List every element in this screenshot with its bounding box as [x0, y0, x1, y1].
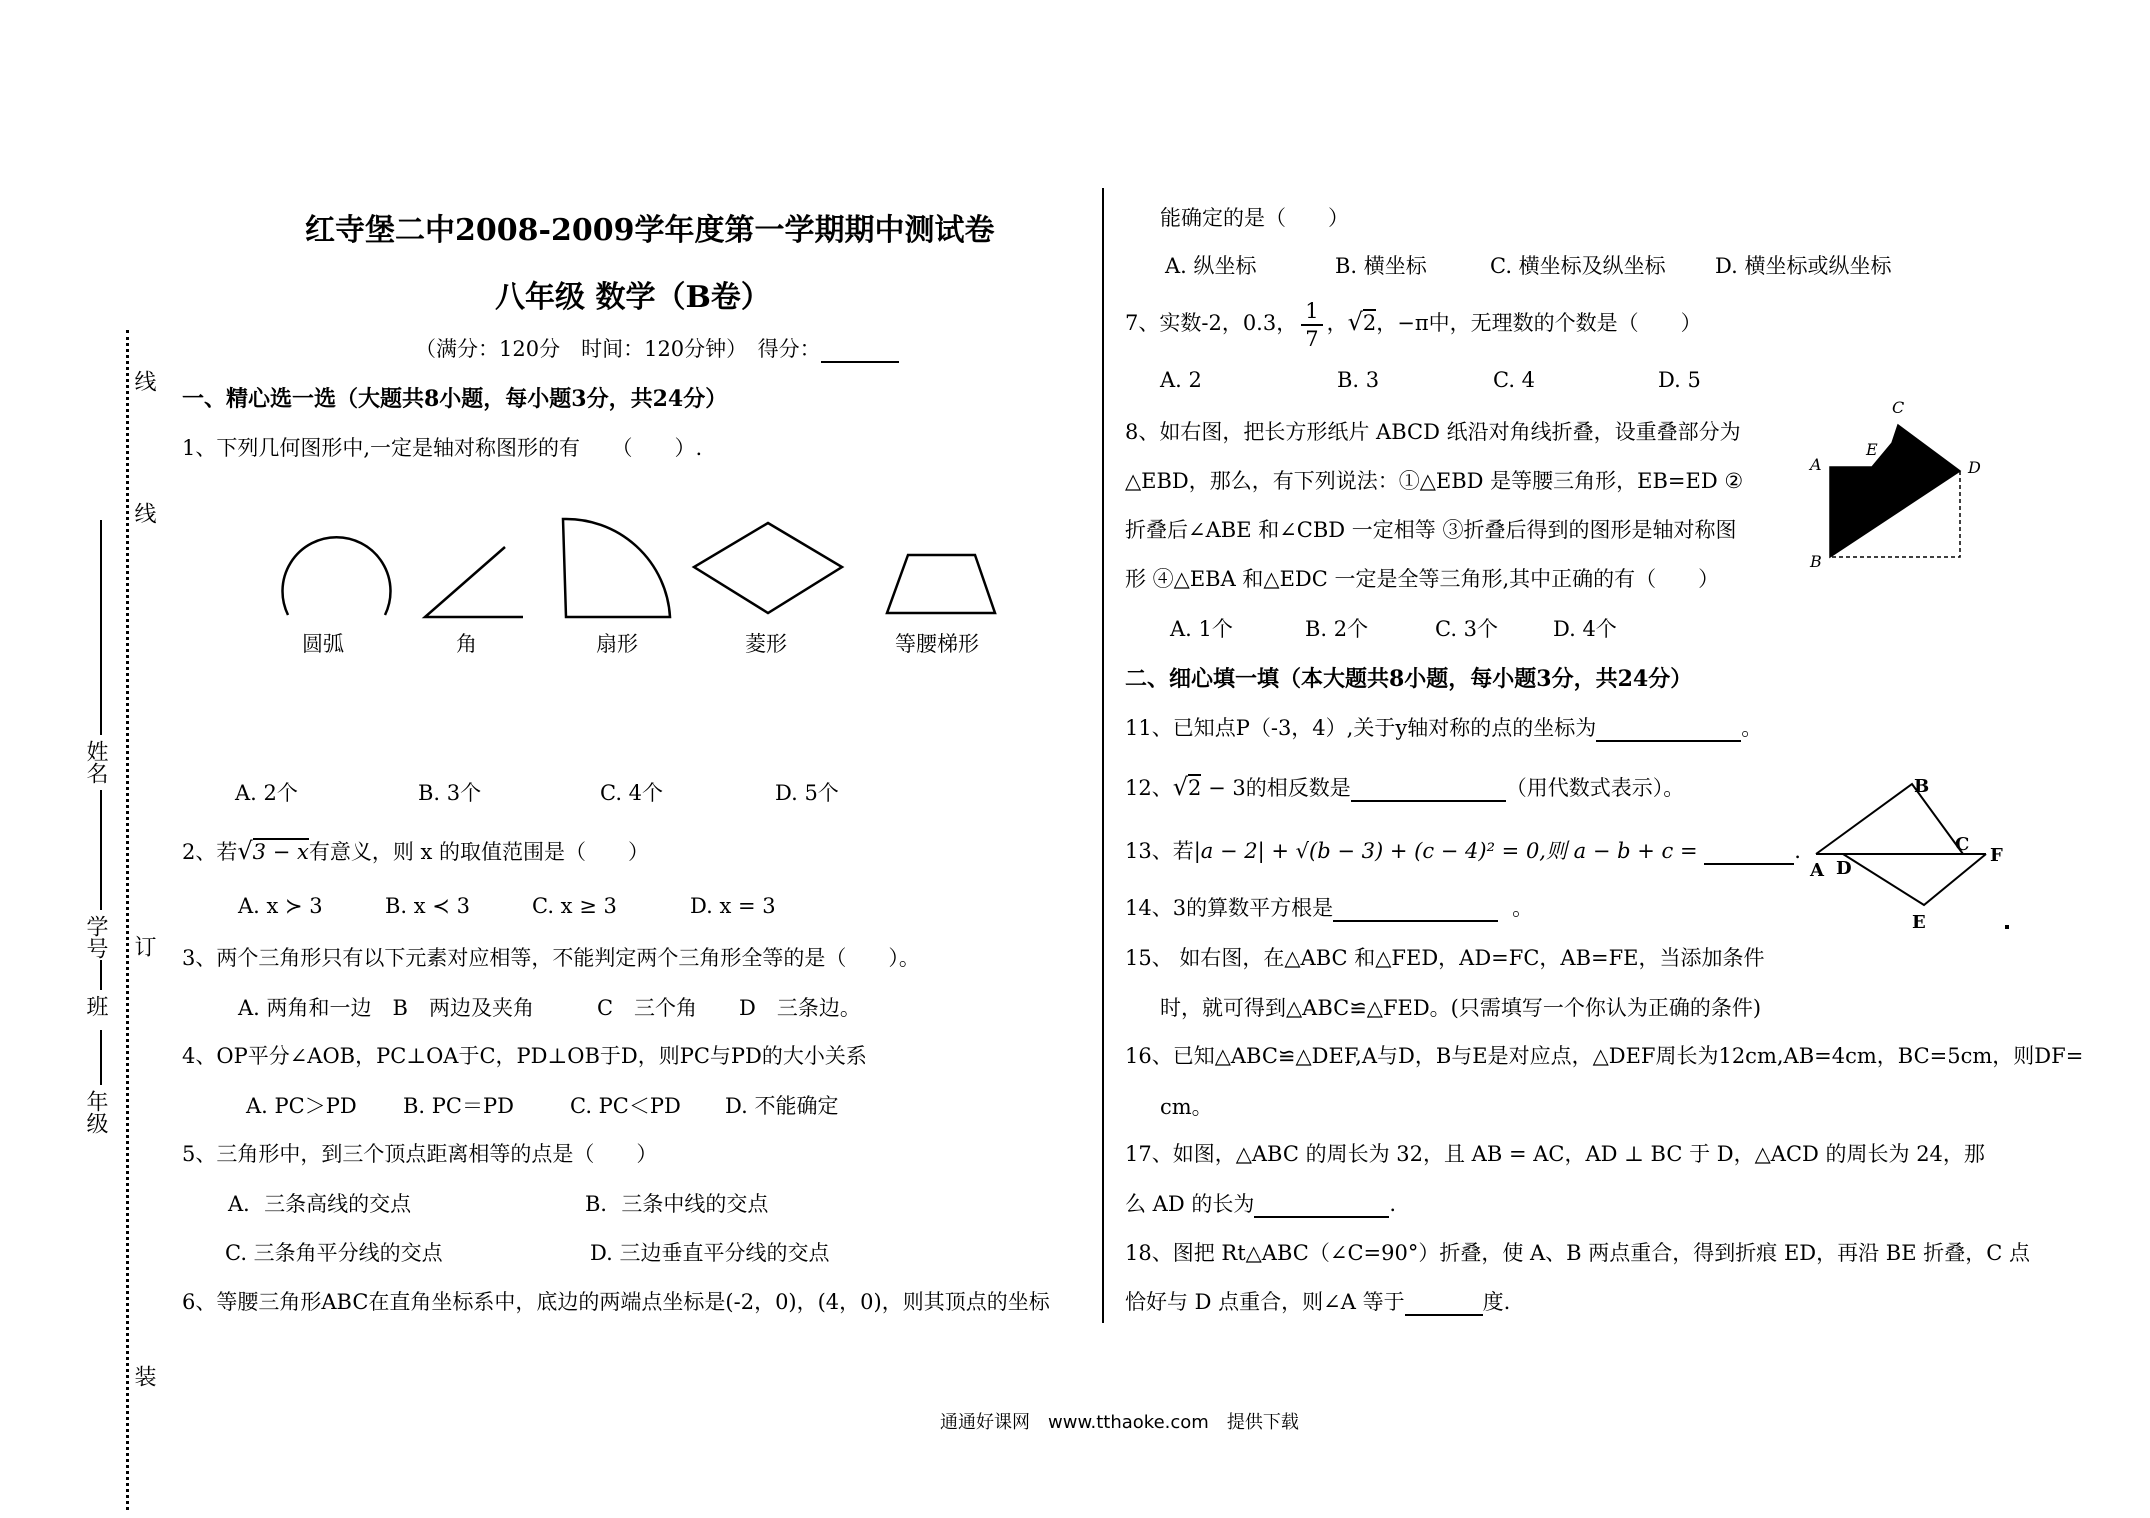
binding-ban-blank [100, 960, 102, 990]
fig15-label-d: D [1836, 858, 1852, 879]
binding-xuehao-blank [100, 790, 102, 910]
q1-label-sector: 扇形 [596, 632, 638, 656]
q1-stem: 1、下列几何图形中,一定是轴对称图形的有 （ ）. [182, 436, 703, 460]
q12 [1125, 772, 1684, 802]
fig8-label-a: A [1810, 455, 1822, 474]
q12-answer-blank[interactable] [1351, 778, 1506, 802]
q6-continued: 能确定的是（ ） [1160, 206, 1349, 230]
q4-stem: 4、OP平分∠AOB，PC⊥OA于C，PD⊥OB于D，则PC与PD的大小关系 [182, 1044, 867, 1068]
binding-nianji-blank [100, 1030, 102, 1085]
binding-nianji-label: 年级 [83, 1090, 108, 1134]
binding-name-label: 姓名 [83, 740, 108, 784]
scan-dot [2005, 925, 2009, 929]
sector-figure [563, 519, 670, 617]
q13-answer-blank[interactable] [1704, 841, 1794, 865]
q14-pre: 14、3的算数平方根是 [1125, 896, 1334, 920]
q6-stem: 6、等腰三角形ABC在直角坐标系中，底边的两端点坐标是(-2，0)，(4，0)，则其顶点的坐标 [182, 1290, 1050, 1314]
q7-fraction [1301, 298, 1322, 352]
q2-option-b[interactable]: B. x ≺ 3 [385, 894, 470, 918]
q1-option-c[interactable]: C. 4个 [600, 781, 664, 805]
score-blank[interactable] [821, 339, 899, 363]
q1-label-trapezoid: 等腰梯形 [895, 632, 979, 656]
q18-line-1: 18、图把 Rt△ABC（∠C=90°）折叠，使 A、B 两点重合，得到折痕 ED，再沿 BE 折叠，C 点 [1125, 1241, 2030, 1265]
exam-info [415, 333, 899, 363]
binding-xian-2: 线 [131, 502, 156, 524]
q11-post: 。 [1741, 716, 1763, 740]
q6-option-d[interactable]: D. 横坐标或纵坐标 [1715, 254, 1892, 278]
q17-line-1: 17、如图，△ABC 的周长为 32，且 AB = AC，AD ⊥ BC 于 D，△ACD 的周长为 24，那 [1125, 1142, 1985, 1166]
q13-post: . [1794, 839, 1801, 863]
q13-expr: |a − 2| + √(b − 3) + (c − 4)² = 0,则 a − b + c = [1193, 839, 1698, 863]
binding-xuehao-label: 学号 [83, 915, 108, 959]
binding-ding: 订 [131, 935, 156, 957]
binding-xian-1: 线 [131, 370, 156, 392]
fig15-label-a: A [1810, 860, 1824, 881]
q17-line2-post: . [1389, 1192, 1397, 1216]
fig15-label-b: B [1914, 776, 1930, 797]
q8-line-1: 8、如右图，把长方形纸片 ABCD 纸沿对角线折叠，设重叠部分为 [1125, 420, 1741, 444]
page-title: 红寺堡二中2008-2009学年度第一学期期中测试卷 [305, 213, 995, 248]
q8-line-2: △EBD，那么，有下列说法：①△EBD 是等腰三角形，EB=ED ② [1125, 469, 1744, 493]
fig8-label-e: E [1866, 440, 1878, 459]
q8-line-3: 折叠后∠ABE 和∠CBD 一定相等 ③折叠后得到的图形是轴对称图 [1125, 518, 1737, 542]
section1-heading: 一、精心选一选（大题共8小题，每小题3分，共24分） [182, 386, 728, 412]
q11-pre: 11、已知点P（-3，4）,关于y轴对称的点的坐标为 [1125, 716, 1597, 740]
arc-figure [283, 537, 391, 615]
trapezoid-figure [887, 555, 995, 613]
q1-label-rhombus: 菱形 [745, 632, 787, 656]
q16-line-2: cm。 [1160, 1095, 1213, 1119]
sqrt-sign: √ [1172, 773, 1189, 801]
q5-option-c[interactable]: C. 三条角平分线的交点 [225, 1241, 443, 1265]
q2-option-d[interactable]: D. x = 3 [690, 894, 776, 918]
q11-answer-blank[interactable] [1596, 718, 1741, 742]
q3-options[interactable]: A. 两角和一边 B 两边及夹角 C 三个角 D 三条边。 [238, 996, 861, 1020]
page-subtitle: 八年级 数学（B卷） [495, 280, 771, 315]
q8-option-d[interactable]: D. 4个 [1553, 617, 1617, 641]
binding-name-blank [100, 520, 102, 735]
q7-frac-num: 1 [1301, 298, 1322, 326]
q13 [1125, 835, 1801, 865]
q13-pre: 13、若 [1125, 839, 1194, 863]
q17-line-2 [1125, 1188, 1396, 1218]
q14-post: 。 [1512, 896, 1534, 920]
q15-line-1: 15、 如右图，在△ABC 和△FED，AD=FC，AB=FE，当添加条件 [1125, 946, 1765, 970]
q6-option-a[interactable]: A. 纵坐标 [1165, 254, 1257, 278]
q1-label-angle: 角 [456, 632, 477, 656]
q4-option-c[interactable]: C. PC＜PD [570, 1094, 681, 1118]
q2-stem [182, 836, 649, 866]
q14 [1125, 892, 1533, 922]
q7-sqrt: 2 [1362, 311, 1377, 335]
q18-line2-post: 度. [1482, 1290, 1511, 1314]
fig15-label-e: E [1912, 912, 1926, 933]
q8-option-b[interactable]: B. 2个 [1305, 617, 1369, 641]
q1-option-d[interactable]: D. 5个 [775, 781, 839, 805]
rhombus-figure [694, 523, 842, 613]
q1-option-a[interactable]: A. 2个 [235, 781, 298, 805]
q8-line-4: 形 ④△EBA 和△EDC 一定是全等三角形,其中正确的有（ ） [1125, 567, 1720, 591]
q7-option-a[interactable]: A. 2 [1160, 368, 1202, 392]
q4-option-b[interactable]: B. PC＝PD [403, 1094, 514, 1118]
q5-option-a[interactable]: A．三条高线的交点 [228, 1192, 412, 1216]
sqrt-sign: √ [237, 837, 253, 865]
q2-option-a[interactable]: A. x ≻ 3 [238, 894, 323, 918]
q8-option-c[interactable]: C. 3个 [1435, 617, 1499, 641]
q17-line2-pre: 么 AD 的长为 [1125, 1192, 1255, 1216]
q4-option-d[interactable]: D. 不能确定 [725, 1094, 839, 1118]
fig8-label-c: C [1892, 398, 1905, 417]
q11 [1125, 712, 1762, 742]
exam-info-text: （满分：120分 时间：120分钟） 得分： [415, 337, 821, 361]
q7-pre: 7、实数-2，0.3， [1125, 311, 1298, 335]
q1-figures [260, 505, 1120, 655]
q12-mid: − 3的相反数是 [1201, 776, 1351, 800]
q15-line-2: 时，就可得到△ABC≌△FED。(只需填写一个你认为正确的条件) [1160, 996, 1762, 1020]
q12-pre: 12、 [1125, 776, 1173, 800]
q12-post: （用代数式表示）。 [1505, 776, 1685, 800]
q18-answer-blank[interactable] [1405, 1292, 1483, 1316]
q3-stem: 3、两个三角形只有以下元素对应相等，不能判定两个三角形全等的是（ ）。 [182, 946, 920, 970]
q1-label-arc: 圆弧 [302, 632, 344, 656]
fig8-label-b: B [1810, 552, 1822, 570]
q18-line-2 [1125, 1286, 1510, 1316]
fig8-label-d: D [1968, 458, 1981, 477]
q7-stem [1125, 292, 1702, 352]
q6-option-b[interactable]: B. 横坐标 [1335, 254, 1427, 278]
q14-answer-blank[interactable] [1333, 898, 1498, 922]
q2-radicand: 3 − x [252, 840, 309, 864]
q5-stem: 5、三角形中，到三个顶点距离相等的点是（ ） [182, 1142, 658, 1166]
q8-figure [1800, 395, 2010, 570]
column-divider [1102, 188, 1104, 1323]
q15-figure [1800, 762, 2015, 937]
q8-option-a[interactable]: A. 1个 [1170, 617, 1233, 641]
q2-option-c[interactable]: C. x ≥ 3 [532, 894, 617, 918]
triangle-abc [1816, 784, 1963, 854]
fig15-label-f: F [1990, 845, 2003, 866]
angle-figure [425, 547, 523, 617]
q6-option-c[interactable]: C. 横坐标及纵坐标 [1490, 254, 1666, 278]
binding-ban-label: 班 [83, 995, 108, 1017]
fig15-label-c: C [1955, 834, 1970, 855]
sqrt-sign: √ [1347, 308, 1363, 336]
q2-post: 有意义，则 x 的取值范围是（ ） [308, 840, 650, 864]
triangle-fed [1843, 854, 1986, 905]
q4-option-a[interactable]: A. PC＞PD [246, 1094, 357, 1118]
q12-sqrt: 2 [1188, 776, 1202, 800]
binding-zhuang: 装 [131, 1365, 156, 1387]
q7-comma: ， [1326, 311, 1348, 335]
q16-line-1: 16、已知△ABC≌△DEF,A与D，B与E是对应点，△DEF周长为12cm,AB=4cm，BC=5cm，则DF= [1125, 1044, 2084, 1068]
q7-option-d[interactable]: D. 5 [1658, 368, 1701, 392]
q7-option-b[interactable]: B. 3 [1337, 368, 1380, 392]
q2-pre: 2、若 [182, 840, 238, 864]
q5-option-d[interactable]: D. 三边垂直平分线的交点 [590, 1241, 830, 1265]
q18-line2-pre: 恰好与 D 点重合，则∠A 等于 [1125, 1290, 1405, 1314]
q7-post: ，−π中，无理数的个数是（ ） [1376, 311, 1702, 335]
q17-answer-blank[interactable] [1254, 1194, 1389, 1218]
q1-option-b[interactable]: B. 3个 [418, 781, 482, 805]
q5-option-b[interactable]: B．三条中线的交点 [585, 1192, 769, 1216]
folded-paper [1830, 425, 1960, 557]
section2-heading: 二、细心填一填（本大题共8小题，每小题3分，共24分） [1125, 666, 1693, 692]
page-footer: 通通好课网 www.tthaoke.com 提供下载 [940, 1412, 1299, 1433]
q7-option-c[interactable]: C. 4 [1493, 368, 1536, 392]
q7-frac-den: 7 [1305, 326, 1319, 351]
